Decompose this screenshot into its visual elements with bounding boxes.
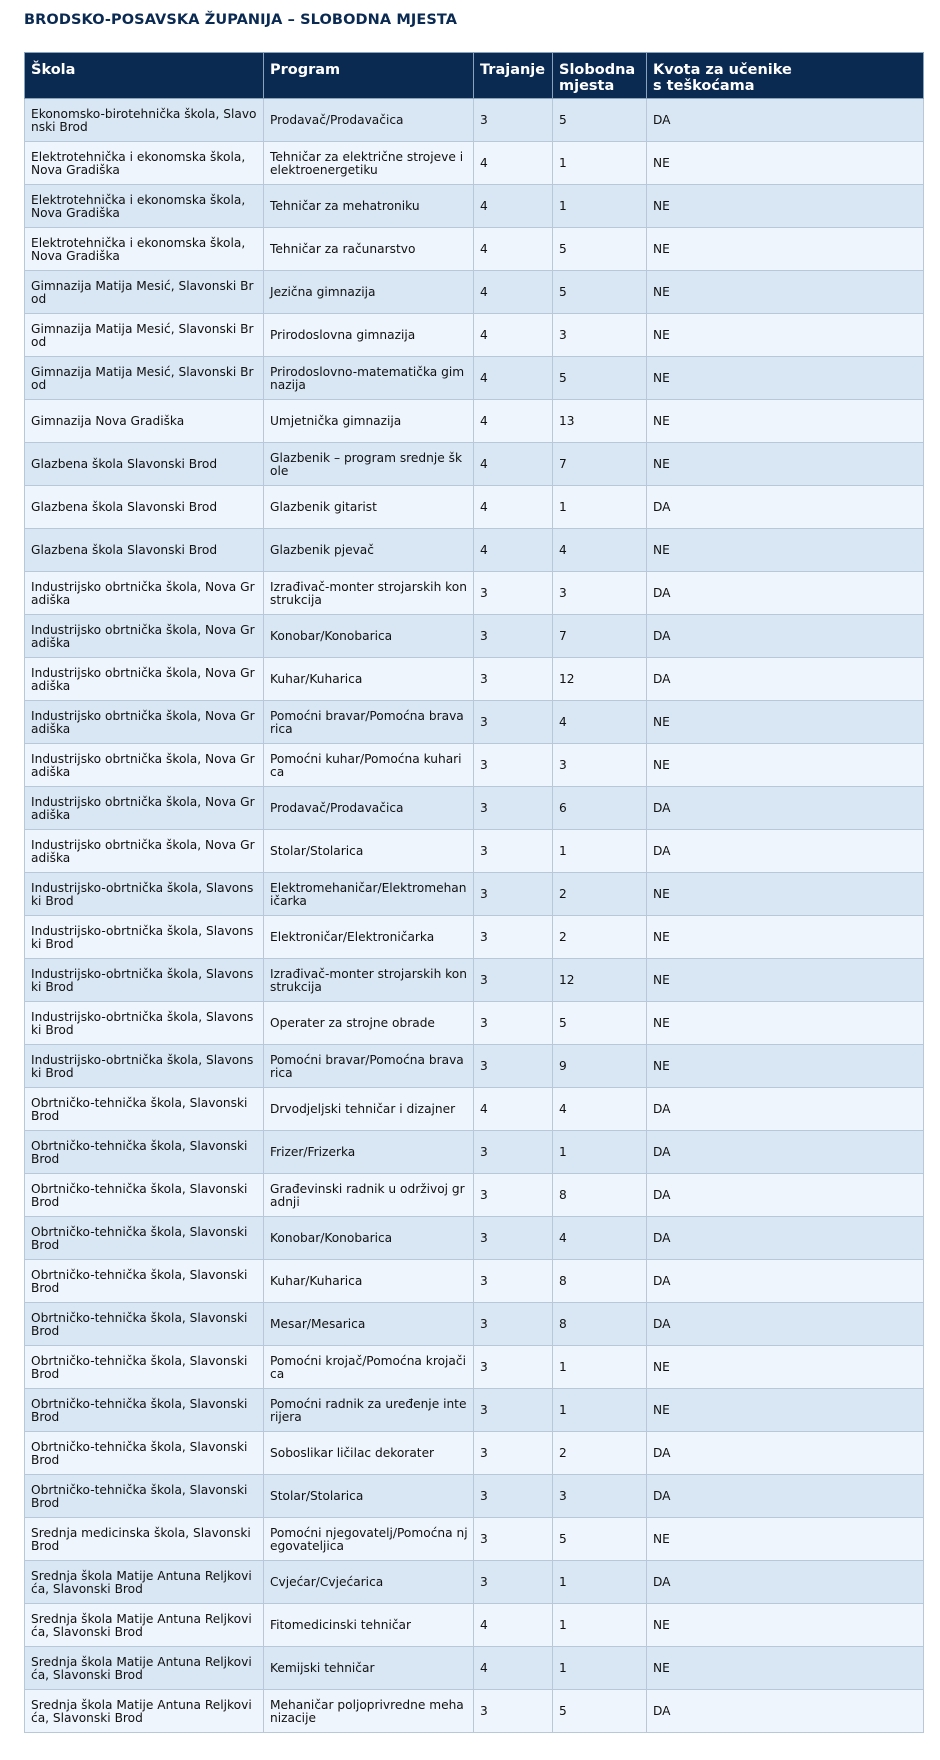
cell-kvota: NE [647,1346,924,1389]
cell-program: Građevinski radnik u održivoj gradnji [264,1174,474,1217]
cell-trajanje: 3 [474,1518,553,1561]
cell-skola: Industrijsko obrtnička škola, Nova Gradiška [25,615,264,658]
cell-trajanje: 3 [474,701,553,744]
cell-program: Umjetnička gimnazija [264,400,474,443]
cell-slobodna-mjesta: 8 [553,1174,647,1217]
cell-kvota: NE [647,744,924,787]
cell-slobodna-mjesta: 3 [553,744,647,787]
cell-program: Pomoćni bravar/Pomoćna bravarica [264,1045,474,1088]
cell-trajanje: 4 [474,1088,553,1131]
cell-trajanje: 3 [474,1432,553,1475]
table-row [25,701,924,744]
cell-program: Elektroničar/Elektroničarka [264,916,474,959]
cell-slobodna-mjesta: 5 [553,228,647,271]
cell-skola: Obrtničko-tehnička škola, Slavonski Brod [25,1303,264,1346]
cell-skola: Industrijsko obrtnička škola, Nova Gradiška [25,658,264,701]
cell-skola: Obrtničko-tehnička škola, Slavonski Brod [25,1389,264,1432]
table-row [25,185,924,228]
cell-program: Cvjećar/Cvjećarica [264,1561,474,1604]
table-row [25,1389,924,1432]
cell-slobodna-mjesta: 12 [553,959,647,1002]
table-row [25,1561,924,1604]
cell-skola: Gimnazija Matija Mesić, Slavonski Brod [25,357,264,400]
cell-slobodna-mjesta: 1 [553,486,647,529]
table-row [25,830,924,873]
table-row [25,271,924,314]
table-row [25,572,924,615]
cell-skola: Industrijsko-obrtnička škola, Slavonski Brod [25,873,264,916]
table-row [25,1690,924,1733]
table-row [25,1045,924,1088]
cell-trajanje: 3 [474,1002,553,1045]
cell-trajanje: 4 [474,142,553,185]
cell-program: Glazbenik – program srednje škole [264,443,474,486]
table-row [25,1604,924,1647]
cell-slobodna-mjesta: 4 [553,529,647,572]
cell-trajanje: 3 [474,1131,553,1174]
table-row [25,744,924,787]
cell-trajanje: 3 [474,99,553,142]
cell-skola: Elektrotehnička i ekonomska škola, Nova Gradiška [25,142,264,185]
cell-skola: Industrijsko-obrtnička škola, Slavonski Brod [25,1002,264,1045]
cell-kvota: NE [647,1604,924,1647]
cell-program: Mehaničar poljoprivredne mehanizacije [264,1690,474,1733]
header-trajanje: Trajanje [474,53,553,99]
cell-skola: Industrijsko-obrtnička škola, Slavonski Brod [25,1045,264,1088]
cell-skola: Obrtničko-tehnička škola, Slavonski Brod [25,1475,264,1518]
cell-skola: Gimnazija Matija Mesić, Slavonski Brod [25,271,264,314]
table-row [25,99,924,142]
cell-slobodna-mjesta: 7 [553,615,647,658]
cell-skola: Obrtničko-tehnička škola, Slavonski Brod [25,1217,264,1260]
cell-slobodna-mjesta: 2 [553,873,647,916]
cell-kvota: NE [647,400,924,443]
cell-skola: Industrijsko obrtnička škola, Nova Gradiška [25,744,264,787]
table-row [25,1346,924,1389]
cell-trajanje: 4 [474,314,553,357]
header-skola: Škola [25,53,264,99]
table-row [25,1647,924,1690]
cell-trajanje: 3 [474,1303,553,1346]
cell-trajanje: 3 [474,1346,553,1389]
table-row [25,1475,924,1518]
cell-slobodna-mjesta: 5 [553,271,647,314]
cell-program: Kuhar/Kuharica [264,1260,474,1303]
table-row [25,1260,924,1303]
cell-kvota: DA [647,1260,924,1303]
cell-program: Mesar/Mesarica [264,1303,474,1346]
cell-program: Kuhar/Kuharica [264,658,474,701]
cell-program: Konobar/Konobarica [264,615,474,658]
cell-skola: Elektrotehnička i ekonomska škola, Nova Gradiška [25,185,264,228]
cell-program: Konobar/Konobarica [264,1217,474,1260]
cell-program: Glazbenik gitarist [264,486,474,529]
cell-program: Izrađivač-monter strojarskih konstrukcija [264,572,474,615]
cell-slobodna-mjesta: 5 [553,1690,647,1733]
cell-program: Soboslikar ličilac dekorater [264,1432,474,1475]
cell-slobodna-mjesta: 8 [553,1260,647,1303]
cell-kvota: NE [647,1002,924,1045]
cell-trajanje: 3 [474,1174,553,1217]
cell-slobodna-mjesta: 1 [553,1346,647,1389]
cell-trajanje: 3 [474,615,553,658]
header-kvota [647,53,924,99]
cell-trajanje: 4 [474,185,553,228]
header-slobodna-mjesta-label: Slobodna mjesta [559,62,636,94]
cell-trajanje: 4 [474,400,553,443]
cell-trajanje: 3 [474,1561,553,1604]
cell-kvota: DA [647,787,924,830]
cell-trajanje: 3 [474,658,553,701]
cell-slobodna-mjesta: 8 [553,1303,647,1346]
cell-skola: Ekonomsko-birotehnička škola, Slavonski Brod [25,99,264,142]
cell-program: Prirodoslovno-matematička gimnazija [264,357,474,400]
cell-kvota: DA [647,1131,924,1174]
cell-program: Prirodoslovna gimnazija [264,314,474,357]
table-row [25,916,924,959]
cell-skola: Industrijsko obrtnička škola, Nova Gradiška [25,701,264,744]
table-row [25,959,924,1002]
cell-program: Fitomedicinski tehničar [264,1604,474,1647]
cell-kvota: NE [647,443,924,486]
cell-trajanje: 4 [474,1604,553,1647]
cell-trajanje: 4 [474,271,553,314]
cell-slobodna-mjesta: 2 [553,916,647,959]
cell-kvota: DA [647,615,924,658]
table-row [25,486,924,529]
cell-kvota: NE [647,701,924,744]
cell-kvota: DA [647,658,924,701]
cell-slobodna-mjesta: 3 [553,1475,647,1518]
cell-program: Pomoćni bravar/Pomoćna bravarica [264,701,474,744]
cell-kvota: NE [647,529,924,572]
cell-program: Drvodjeljski tehničar i dizajner [264,1088,474,1131]
cell-skola: Obrtničko-tehnička škola, Slavonski Brod [25,1260,264,1303]
table-row [25,357,924,400]
cell-skola: Glazbena škola Slavonski Brod [25,443,264,486]
cell-kvota: DA [647,1690,924,1733]
cell-kvota: DA [647,1561,924,1604]
cell-kvota: NE [647,873,924,916]
cell-slobodna-mjesta: 1 [553,1647,647,1690]
table-row [25,1217,924,1260]
cell-skola: Industrijsko-obrtnička škola, Slavonski Brod [25,959,264,1002]
cell-program: Elektromehaničar/Elektromehaničarka [264,873,474,916]
table-row [25,1518,924,1561]
cell-slobodna-mjesta: 1 [553,142,647,185]
cell-skola: Srednja medicinska škola, Slavonski Brod [25,1518,264,1561]
cell-program: Pomoćni radnik za uređenje interijera [264,1389,474,1432]
cell-slobodna-mjesta: 1 [553,1561,647,1604]
table-row [25,787,924,830]
table-row [25,142,924,185]
cell-kvota: DA [647,486,924,529]
cell-kvota: DA [647,1475,924,1518]
cell-kvota: NE [647,916,924,959]
cell-trajanje: 3 [474,1475,553,1518]
cell-kvota: DA [647,1217,924,1260]
table-row [25,1303,924,1346]
cell-skola: Srednja škola Matije Antuna Reljkovića, Slavonski Brod [25,1690,264,1733]
table-row [25,1174,924,1217]
cell-program: Prodavač/Prodavačica [264,99,474,142]
cell-kvota: NE [647,1647,924,1690]
cell-skola: Srednja škola Matije Antuna Reljkovića, Slavonski Brod [25,1604,264,1647]
table-row [25,615,924,658]
cell-kvota: DA [647,1088,924,1131]
cell-kvota: DA [647,1303,924,1346]
cell-program: Tehničar za računarstvo [264,228,474,271]
cell-slobodna-mjesta: 1 [553,1131,647,1174]
cell-kvota: NE [647,314,924,357]
cell-trajanje: 3 [474,744,553,787]
cell-kvota: NE [647,185,924,228]
cell-trajanje: 4 [474,443,553,486]
cell-slobodna-mjesta: 13 [553,400,647,443]
table-row [25,1432,924,1475]
cell-trajanje: 3 [474,1260,553,1303]
cell-kvota: NE [647,959,924,1002]
cell-slobodna-mjesta: 4 [553,1088,647,1131]
cell-kvota: NE [647,1518,924,1561]
cell-kvota: NE [647,1389,924,1432]
cell-program: Tehničar za mehatroniku [264,185,474,228]
header-program: Program [264,53,474,99]
table-header-row [25,53,924,99]
cell-skola: Elektrotehnička i ekonomska škola, Nova Gradiška [25,228,264,271]
cell-trajanje: 3 [474,1389,553,1432]
cell-skola: Obrtničko-tehnička škola, Slavonski Brod [25,1346,264,1389]
cell-skola: Obrtničko-tehnička škola, Slavonski Brod [25,1088,264,1131]
cell-slobodna-mjesta: 1 [553,1604,647,1647]
header-slobodna-mjesta [553,53,647,99]
cell-trajanje: 3 [474,873,553,916]
cell-slobodna-mjesta: 5 [553,1002,647,1045]
cell-trajanje: 3 [474,572,553,615]
cell-slobodna-mjesta: 9 [553,1045,647,1088]
cell-slobodna-mjesta: 1 [553,185,647,228]
cell-program: Tehničar za električne strojeve i elektroenergetiku [264,142,474,185]
page-title: BRODSKO-POSAVSKA ŽUPANIJA – SLOBODNA MJESTA [24,12,458,28]
cell-program: Frizer/Frizerka [264,1131,474,1174]
cell-slobodna-mjesta: 4 [553,1217,647,1260]
cell-trajanje: 4 [474,1647,553,1690]
cell-trajanje: 4 [474,357,553,400]
cell-skola: Obrtničko-tehnička škola, Slavonski Brod [25,1131,264,1174]
vacancies-table [24,52,924,1733]
cell-slobodna-mjesta: 5 [553,99,647,142]
table-row [25,1002,924,1045]
cell-program: Glazbenik pjevač [264,529,474,572]
table-body [25,99,924,1733]
cell-skola: Gimnazija Matija Mesić, Slavonski Brod [25,314,264,357]
table-row [25,1088,924,1131]
cell-skola: Industrijsko obrtnička škola, Nova Gradiška [25,830,264,873]
cell-trajanje: 3 [474,959,553,1002]
cell-program: Prodavač/Prodavačica [264,787,474,830]
cell-slobodna-mjesta: 3 [553,572,647,615]
cell-skola: Srednja škola Matije Antuna Reljkovića, Slavonski Brod [25,1561,264,1604]
cell-program: Pomoćni kuhar/Pomoćna kuharica [264,744,474,787]
table-row [25,400,924,443]
table-row [25,658,924,701]
cell-kvota: NE [647,142,924,185]
cell-skola: Glazbena škola Slavonski Brod [25,529,264,572]
cell-slobodna-mjesta: 1 [553,830,647,873]
cell-kvota: NE [647,271,924,314]
cell-slobodna-mjesta: 7 [553,443,647,486]
cell-trajanje: 3 [474,787,553,830]
cell-slobodna-mjesta: 5 [553,1518,647,1561]
cell-slobodna-mjesta: 6 [553,787,647,830]
cell-skola: Obrtničko-tehnička škola, Slavonski Brod [25,1174,264,1217]
cell-kvota: DA [647,830,924,873]
table-row [25,228,924,271]
cell-program: Stolar/Stolarica [264,1475,474,1518]
cell-skola: Gimnazija Nova Gradiška [25,400,264,443]
cell-skola: Obrtničko-tehnička škola, Slavonski Brod [25,1432,264,1475]
cell-skola: Srednja škola Matije Antuna Reljkovića, Slavonski Brod [25,1647,264,1690]
cell-slobodna-mjesta: 4 [553,701,647,744]
cell-program: Pomoćni njegovatelj/Pomoćna njegovateljica [264,1518,474,1561]
cell-trajanje: 3 [474,830,553,873]
cell-slobodna-mjesta: 2 [553,1432,647,1475]
cell-program: Pomoćni krojač/Pomoćna krojačica [264,1346,474,1389]
table-row [25,1131,924,1174]
cell-trajanje: 4 [474,529,553,572]
cell-kvota: DA [647,1432,924,1475]
table-row [25,529,924,572]
cell-kvota: DA [647,99,924,142]
cell-skola: Industrijsko obrtnička škola, Nova Gradiška [25,572,264,615]
cell-trajanje: 3 [474,1690,553,1733]
cell-slobodna-mjesta: 1 [553,1389,647,1432]
header-kvota-label: Kvota za učenike s teškoćama [653,62,792,94]
cell-program: Kemijski tehničar [264,1647,474,1690]
cell-program: Stolar/Stolarica [264,830,474,873]
cell-slobodna-mjesta: 5 [553,357,647,400]
cell-trajanje: 4 [474,228,553,271]
cell-skola: Industrijsko-obrtnička škola, Slavonski Brod [25,916,264,959]
cell-kvota: NE [647,228,924,271]
table-row [25,873,924,916]
cell-program: Izrađivač-monter strojarskih konstrukcija [264,959,474,1002]
cell-kvota: DA [647,572,924,615]
table-row [25,443,924,486]
cell-trajanje: 3 [474,1217,553,1260]
cell-kvota: NE [647,357,924,400]
cell-kvota: NE [647,1045,924,1088]
cell-skola: Glazbena škola Slavonski Brod [25,486,264,529]
cell-trajanje: 4 [474,486,553,529]
cell-program: Jezična gimnazija [264,271,474,314]
cell-slobodna-mjesta: 12 [553,658,647,701]
cell-kvota: DA [647,1174,924,1217]
cell-slobodna-mjesta: 3 [553,314,647,357]
cell-trajanje: 3 [474,1045,553,1088]
cell-trajanje: 3 [474,916,553,959]
table-row [25,314,924,357]
cell-program: Operater za strojne obrade [264,1002,474,1045]
cell-skola: Industrijsko obrtnička škola, Nova Gradiška [25,787,264,830]
